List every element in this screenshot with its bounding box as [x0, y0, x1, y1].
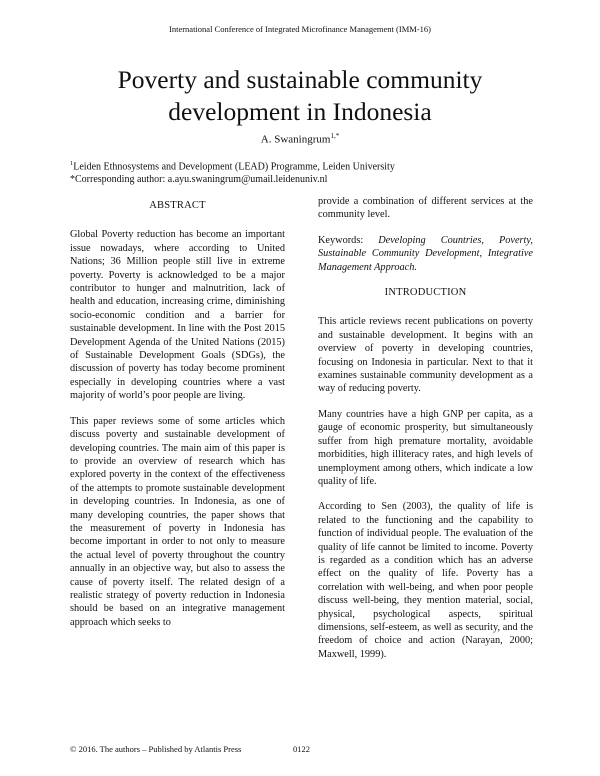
author-marker: 1,* [330, 132, 340, 140]
title-line-1: Poverty and sustainable community [117, 65, 483, 94]
page-number: 0122 [293, 744, 310, 754]
introduction-paragraph-3: According to Sen (2003), the quality of life is related to the functioning and the capability to function of individual people. The evaluation of the quality of life cannot be limited to income. Poverty is regarded as a condition which has an adverse effect on the quality of life. Poverty has a correlation with well-being, and when poor people discuss well-being, they mention material, social, physical, psychological aspects, spiritual dimensions, self-esteem, as well as security, and the freedom of choice and action (Narayan, 2000; Maxwell, 1999). [318, 501, 533, 660]
left-column [70, 195, 285, 641]
page-footer [70, 744, 540, 754]
keywords-terms: Developing Countries, Poverty, Sustainable Community Development, Integrative Management Approach. [318, 234, 533, 273]
paper-title [40, 64, 560, 128]
introduction-paragraph-1: This article reviews recent publications on poverty and sustainable development. It begins with an overview of poverty in developing countries, focusing on Indonesia in particular. Next to that it examines sustainable community development as a way of reducing poverty. [318, 316, 533, 395]
abstract-paragraph-2-continued: provide a combination of different services at the community level. [318, 196, 533, 221]
title-line-2: development in Indonesia [168, 97, 432, 126]
affiliation-text: Leiden Ethnosystems and Development (LEAD) Programme, Leiden University [73, 161, 395, 173]
copyright-notice: © 2016. The authors – Published by Atlantis Press [70, 744, 242, 754]
affiliation-marker: 1 [70, 160, 74, 167]
affiliation-line [70, 157, 540, 173]
author-name: A. Swaningrum [260, 133, 331, 146]
affiliation-block [70, 157, 540, 186]
right-column [318, 195, 533, 673]
running-header: International Conference of Integrated Microfinance Management (IMM-16) [169, 24, 431, 34]
keywords-label: Keywords: [318, 234, 364, 246]
abstract-heading: ABSTRACT [149, 200, 206, 211]
author-line [0, 132, 600, 146]
abstract-paragraph-2: This paper reviews some of some articles which discuss poverty and sustainable development of developing countries. The main aim of this paper is to provide an overview of research which has explored poverty in the context of the effectiveness of the attempts to promote sustainable development in developing countries. In Indonesia, as one of many developing countries, the paper shows that the measurement of poverty in Indonesia has become important in order to not only to measure the actual level of poverty throughout the country annually in an objective way, but also to assess the cause of poverty itself. The related design of a realistic strategy of poverty reduction in Indonesia should be based on an integrative management approach which seeks to [70, 415, 285, 628]
keywords [318, 234, 533, 274]
introduction-paragraph-2: Many countries have a high GNP per capita, as a gauge of economic prosperity, but simultaneously suffer from high premature mortality, avoidable morbidities, high illiteracy rates, and high levels of unemployment among others, which indicate a low quality of life. [318, 408, 533, 487]
abstract-paragraph-1: Global Poverty reduction has become an important issue nowadays, where according to United Nations; 36 Million people still live in extreme poverty. Poverty is acknowledged to be a major contributor to hunger and malnutrition, lack of health and education, increasing crime, diminishing socio-economic condition and a barrier for sustainable development. In line with the Post 2015 Development Agenda of the United Nations (2015) of Sustainable Development Goals (SDGs), the discussion of poverty has today become prominent especially in developing countries where a vast majority of world’s poor people are living. [70, 229, 285, 402]
introduction-heading: INTRODUCTION [384, 287, 467, 299]
corresponding-author: *Corresponding author: a.ayu.swaningrum@umail.leidenuniv.nl [70, 174, 328, 186]
